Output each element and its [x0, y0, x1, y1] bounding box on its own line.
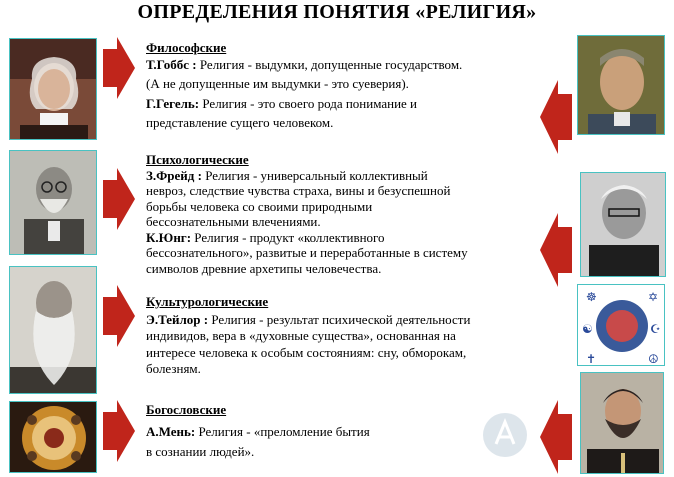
definition-line: З.Фрейд : Религия - универсальный коллективный	[146, 167, 428, 183]
watermark-logo-icon	[480, 410, 530, 460]
definition-line: индивидов, вера в «духовные существа», основанная на	[146, 328, 456, 343]
arrow-right-icon-4	[103, 400, 135, 462]
arrow-left-icon-1	[540, 80, 572, 154]
definition-line: представление сущего человеком.	[146, 115, 334, 130]
portrait-men	[580, 372, 664, 474]
mandala-image-icon	[10, 402, 97, 473]
svg-text:✡: ✡	[648, 290, 659, 304]
definition-line: в сознании людей».	[146, 444, 255, 459]
portrait-jung	[580, 172, 666, 277]
arrow-right-icon-1	[103, 37, 135, 99]
definition-line: интересе человека к особым состояниям: сну, обморокам,	[146, 344, 467, 360]
svg-text:☸: ☸	[586, 290, 597, 304]
arrow-left-icon-2	[540, 213, 572, 287]
definition-line: Г.Гегель: Религия - это своего рода понимание и	[146, 95, 418, 111]
arrow-right-icon-2	[103, 168, 135, 230]
section-heading: Культурологические	[146, 294, 269, 309]
section-cultural	[146, 294, 470, 377]
portrait-tylor	[9, 266, 97, 394]
jung-image-icon	[581, 173, 666, 277]
definition-line: бессознательного», развитые и переработанные в систему	[146, 245, 468, 260]
definition-line: невроз, следствие чувства страха, вины и безуспешной	[146, 183, 451, 198]
religious-symbols-icon	[578, 285, 665, 366]
definition-line: символов древние архетипы человечества.	[146, 260, 382, 276]
definition-line: К.Юнг: Религия - продукт «коллективного	[146, 229, 385, 245]
definition-line: борьбы человека со своими природными	[146, 198, 373, 214]
section-heading: Психологические	[146, 152, 249, 167]
svg-text:☯: ☯	[582, 322, 593, 336]
portrait-hegel	[577, 35, 665, 135]
definition-line: Э.Тейлор : Религия - результат психической деятельности	[146, 311, 471, 327]
tylor-image-icon	[10, 267, 97, 394]
arrow-left-icon-3	[540, 400, 572, 474]
definition-line: болезням.	[146, 361, 201, 376]
svg-text:☮: ☮	[648, 352, 659, 366]
section-heading: Философские	[146, 40, 227, 55]
section-theological	[146, 402, 370, 460]
portrait-hobbes	[9, 38, 97, 140]
definition-line: Т.Гоббс : Религия - выдумки, допущенные государством.	[146, 56, 463, 72]
section-philosophical	[146, 40, 462, 131]
svg-text:☪: ☪	[650, 322, 661, 336]
portrait-symbol	[9, 401, 97, 473]
freud-image-icon	[10, 151, 97, 255]
svg-text:✝: ✝	[586, 352, 597, 366]
hegel-image-icon	[578, 36, 665, 135]
definition-line: А.Мень: Религия - «преломление бытия	[146, 423, 370, 439]
men-image-icon	[581, 373, 664, 474]
definition-line: (А не допущенные им выдумки - это суеверия).	[146, 76, 409, 91]
definition-line: бессознательными влечениями.	[146, 214, 321, 229]
portrait-freud	[9, 150, 97, 255]
section-heading: Богословские	[146, 402, 227, 417]
hobbes-image-icon	[10, 39, 97, 140]
page-title: ОПРЕДЕЛЕНИЯ ПОНЯТИЯ «РЕЛИГИЯ»	[137, 1, 537, 23]
portrait-symbols	[577, 284, 665, 366]
arrow-right-icon-3	[103, 285, 135, 347]
section-psychological	[146, 152, 468, 276]
